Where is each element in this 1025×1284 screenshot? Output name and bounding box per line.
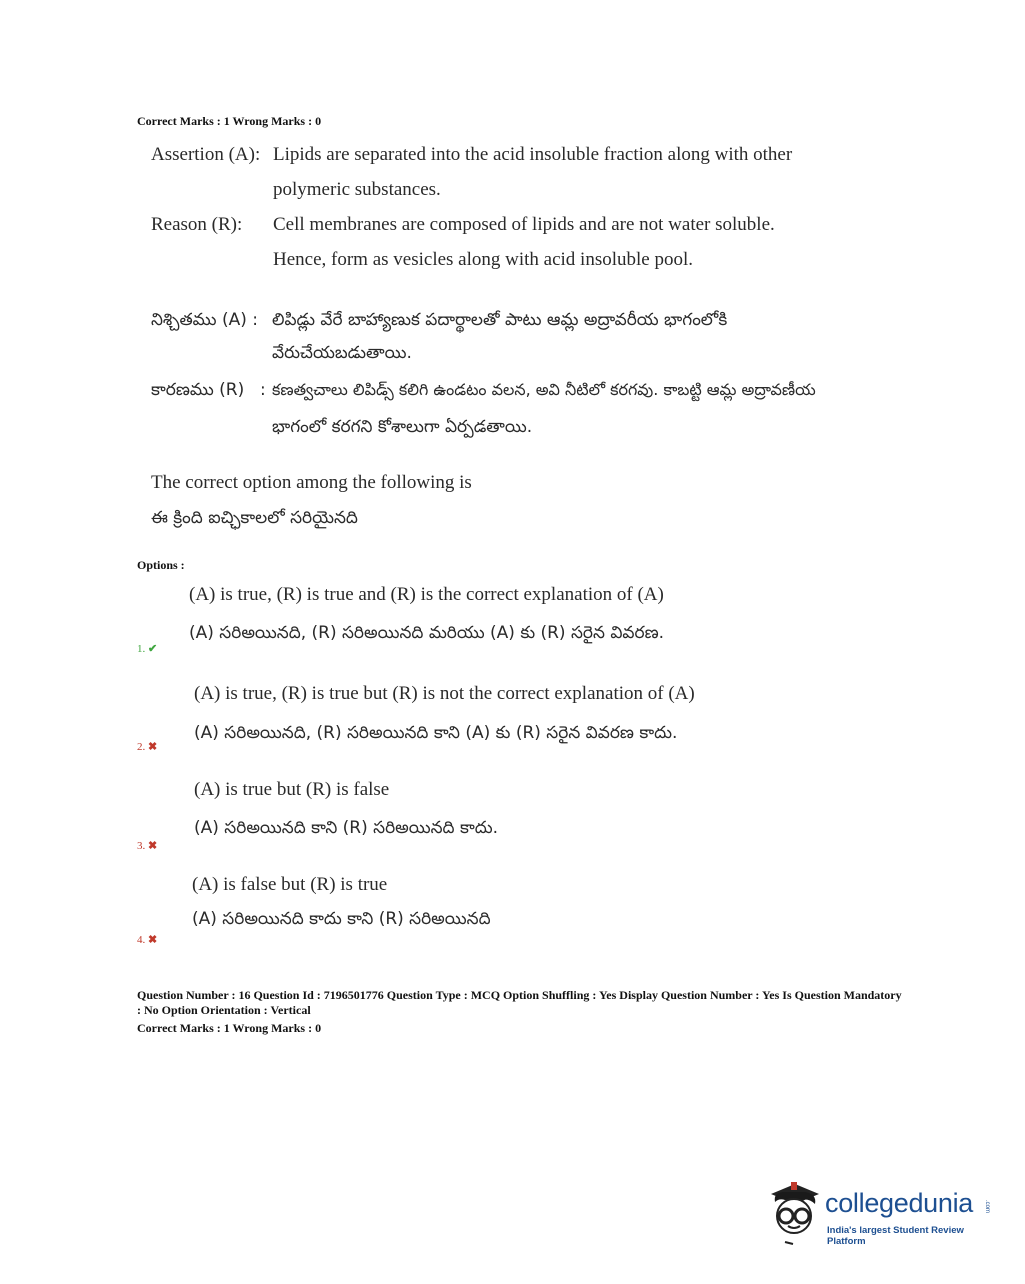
option-3-marker	[137, 839, 157, 852]
te-reason-label: కారణము (R)	[151, 380, 245, 400]
question-meta: Question Number : 16 Question Id : 7196501776 Question Type : MCQ Option Shuffling : Yes Display Question Number : Yes Is Question Mandatory : No Option Orientation : Vertical	[137, 988, 902, 1017]
reason-text-line1: Cell membranes are composed of lipids and are not water soluble.	[273, 214, 775, 235]
option-2-marker	[137, 740, 157, 753]
assertion-text-line2: polymeric substances.	[273, 179, 441, 200]
assertion-text-line1: Lipids are separated into the acid insoluble fraction along with other	[273, 144, 793, 165]
prompt-te: ఈ క్రింది ఐచ్ఛికాలలో సరియైనది	[151, 508, 358, 528]
te-assertion-label: నిశ్చితము (A) :	[151, 310, 258, 330]
logo-tagline: India's largest Student Review Platform	[827, 1225, 964, 1247]
te-reason-line1: కణత్వచాలు లిపిడ్స్ కలిగి ఉండటం వలన, అవి నీటిలో కరగవు. కాబట్టి ఆమ్ల అద్రావణీయ	[272, 380, 816, 399]
option-4-te: (A) సరిఅయినది కాదు కాని (R) సరిఅయినది	[192, 909, 491, 929]
reason-text-line2: Hence, form as vesicles along with acid insoluble pool.	[273, 249, 694, 270]
option-3-te: (A) సరిఅయినది కాని (R) సరిఅయినది కాదు.	[194, 818, 498, 838]
collegedunia-logo	[765, 1178, 995, 1248]
check-icon: ✔	[148, 643, 158, 655]
reason-label: Reason (R):	[151, 214, 243, 235]
assertion-label: Assertion (A):	[151, 144, 261, 165]
te-reason-line2: భాగంలో కరగని కోశాలుగా ఏర్పడతాయి.	[272, 417, 533, 437]
option-4-en: (A) is false but (R) is true	[192, 874, 388, 895]
logo-wordmark: collegedunia	[825, 1188, 974, 1218]
te-assertion-line2: వేరుచేయబడుతాయి.	[272, 343, 412, 363]
logo-com: .com	[984, 1200, 990, 1214]
options-label: Options :	[137, 558, 185, 572]
option-1-marker	[137, 642, 157, 655]
prompt-en: The correct option among the following is	[151, 472, 472, 493]
footer-marks: Correct Marks : 1 Wrong Marks : 0	[137, 1021, 322, 1035]
option-4-marker	[137, 933, 157, 946]
option-4-number: 4.	[137, 934, 146, 946]
cross-icon: ✖	[148, 840, 158, 852]
option-3-en: (A) is true but (R) is false	[194, 779, 390, 800]
option-1-te: (A) సరిఅయినది, (R) సరిఅయినది మరియు (A) కు (R) సరైన వివరణ.	[189, 623, 665, 643]
option-2-number: 2.	[137, 741, 146, 753]
option-3-number: 3.	[137, 840, 146, 852]
option-2-en: (A) is true, (R) is true but (R) is not the correct explanation of (A)	[194, 683, 695, 704]
marks-info: Correct Marks : 1 Wrong Marks : 0	[137, 114, 322, 128]
mascot-icon	[765, 1178, 823, 1246]
te-reason-colon: :	[260, 380, 266, 400]
option-2-te: (A) సరిఅయినది, (R) సరిఅయినది కాని (A) కు (R) సరైన వివరణ కాదు.	[194, 723, 678, 743]
te-assertion-line1: లిపిడ్లు వేరే బాహ్యాణుక పదార్థాలతో పాటు ఆమ్ల అద్రావరీయ భాగంలోకి	[272, 310, 728, 330]
option-1-number: 1.	[137, 643, 146, 655]
cross-icon: ✖	[148, 741, 158, 753]
option-1-en: (A) is true, (R) is true and (R) is the correct explanation of (A)	[189, 584, 664, 605]
cross-icon: ✖	[148, 934, 158, 946]
